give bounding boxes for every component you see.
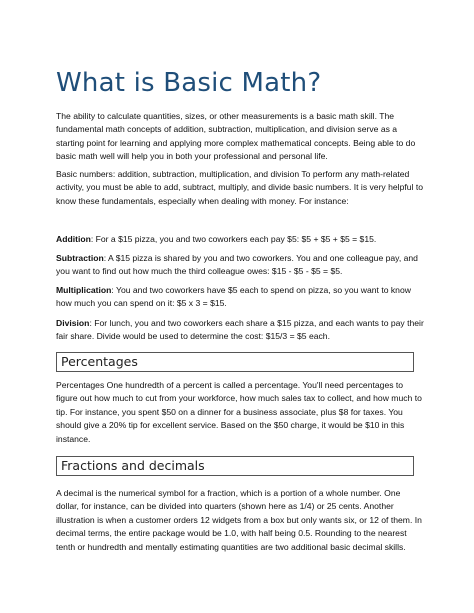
percentages-paragraph: Percentages One hundredth of a percent is called a percentage. You'll need percentages to figure out how much to cut from your workforce, how much sales tax to collect, and how much to tip. For instance, you spent $50 on a dinner for a business associate, plus $8 for taxes. You should give a 20% tip for excellent service. Based on the $50 charge, it would be $10 in this instance. <box>56 380 422 444</box>
example-text: : For a $15 pizza, you and two coworkers each pay $5: $5 + $5 + $5 = $15. <box>90 234 377 244</box>
section-heading: Percentages <box>61 354 138 369</box>
fractions-paragraph: A decimal is the numerical symbol for a fraction, which is a portion of a whole number. One dollar, for instance, can be divided into quarters (shown here as 1/4) or 25 cents. Another illustration is when a customer orders 12 widgets from a box but only wants six, or 12 of them. In decimal terms, the entire package would be 1.0, with half being 0.5. Rounding to the nearest tenth or hundredth and mentally estimating quantities are two additional basic decimal skills. <box>56 488 422 552</box>
example-text: : A $15 pizza is shared by you and two coworkers. You and one colleague pay, and you want to find out how much the third colleague owes: $15 - $5 - $5 = $5. <box>56 253 418 277</box>
section-heading-box-percentages <box>56 352 414 372</box>
multiplication-example <box>56 284 424 311</box>
intro-paragraph: The ability to calculate quantities, sizes, or other measurements is a basic math skill. The fundamental math concepts of addition, subtraction, multiplication, and division serve as a starting point for learning and applying more complex mathematical concepts. Being able to do basic math well will help you in both your professional and personal life. <box>56 111 416 162</box>
example-label: Subtraction <box>56 253 104 263</box>
subtraction-example <box>56 252 424 279</box>
section-heading: Fractions and decimals <box>61 458 205 473</box>
example-text: : For lunch, you and two coworkers each share a $15 pizza, and each wants to pay their fair share. Divide would be used to determine the cost: $15/3 = $5 each. <box>56 318 424 342</box>
division-example <box>56 317 424 344</box>
section-heading-box-fractions <box>56 456 414 476</box>
example-label: Division <box>56 318 90 328</box>
page-title: What is Basic Math? <box>56 68 322 98</box>
addition-example <box>56 233 424 246</box>
example-label: Addition <box>56 234 91 244</box>
example-label: Multiplication <box>56 285 112 295</box>
basic-numbers-paragraph: Basic numbers: addition, subtraction, multiplication, and division To perform any math-related activity, you must be able to add, subtract, multiply, and divide basic numbers. It is very helpful to know these fundamentals, especially when dealing with money. For instance: <box>56 169 424 206</box>
example-text: : You and two coworkers have $5 each to spend on pizza, so you want to know how much you can spend on it: $5 x 3 = $15. <box>56 285 411 309</box>
